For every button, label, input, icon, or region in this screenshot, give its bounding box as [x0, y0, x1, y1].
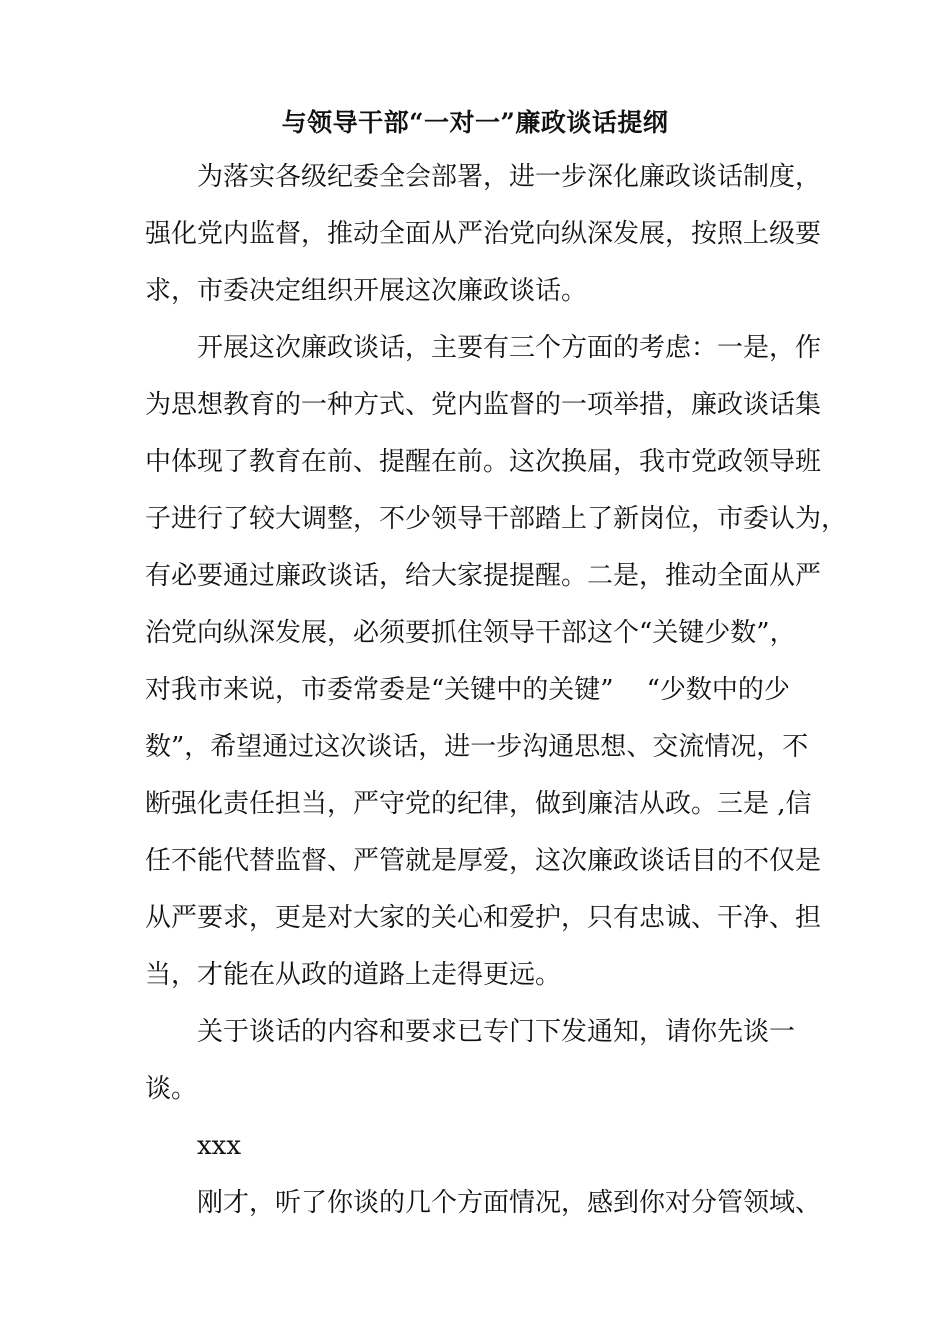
paragraph-line: 关于谈话的内容和要求已专门下发通知，请你先谈一	[197, 1017, 796, 1047]
document-title: 与领导干部“一对一”廉政谈话提纲	[281, 108, 669, 137]
paragraph-line: 数”，希望通过这次谈话，进一步沟通思想、交流情况，不	[145, 732, 809, 762]
speaker-label: xxx	[197, 1131, 241, 1161]
paragraph-line: 求，市委决定组织开展这次廉政谈话。	[145, 276, 588, 306]
paragraph-line: 任不能代替监督、严管就是厚爱，这次廉政谈话目的不仅是	[145, 846, 822, 876]
paragraph-line: 中体现了教育在前、提醒在前。这次换届，我市党政领导班	[145, 447, 822, 477]
paragraph-line: 对我市来说，市委常委是“关键中的关键” “少数中的少	[145, 675, 790, 705]
paragraph-line: 谈。	[145, 1074, 198, 1104]
paragraph-line: 为思想教育的一种方式、党内监督的一项举措，廉政谈话集	[145, 390, 822, 420]
paragraph-line: 有必要通过廉政谈话，给大家提提醒。二是，推动全面从严	[145, 561, 822, 591]
paragraph-line: 刚才，听了你谈的几个方面情况，感到你对分管领域、	[197, 1188, 822, 1218]
paragraph-line: 强化党内监督，推动全面从严治党向纵深发展，按照上级要	[145, 219, 822, 249]
paragraph-line: 治党向纵深发展，必须要抓住领导干部这个“关键少数”，	[145, 618, 796, 648]
paragraph-line: 为落实各级纪委全会部署，进一步深化廉政谈话制度，	[197, 162, 822, 192]
paragraph-line: 断强化责任担当，严守党的纪律，做到廉洁从政。三是 ,信	[145, 789, 812, 819]
paragraph-line: 当，才能在从政的道路上走得更远。	[145, 960, 562, 990]
paragraph-line: 开展这次廉政谈话，主要有三个方面的考虑：一是，作	[197, 333, 822, 363]
paragraph-line: 子进行了较大调整，不少领导干部踏上了新岗位，市委认为，	[145, 504, 848, 534]
paragraph-line: 从严要求，更是对大家的关心和爱护，只有忠诚、干净、担	[145, 903, 822, 933]
